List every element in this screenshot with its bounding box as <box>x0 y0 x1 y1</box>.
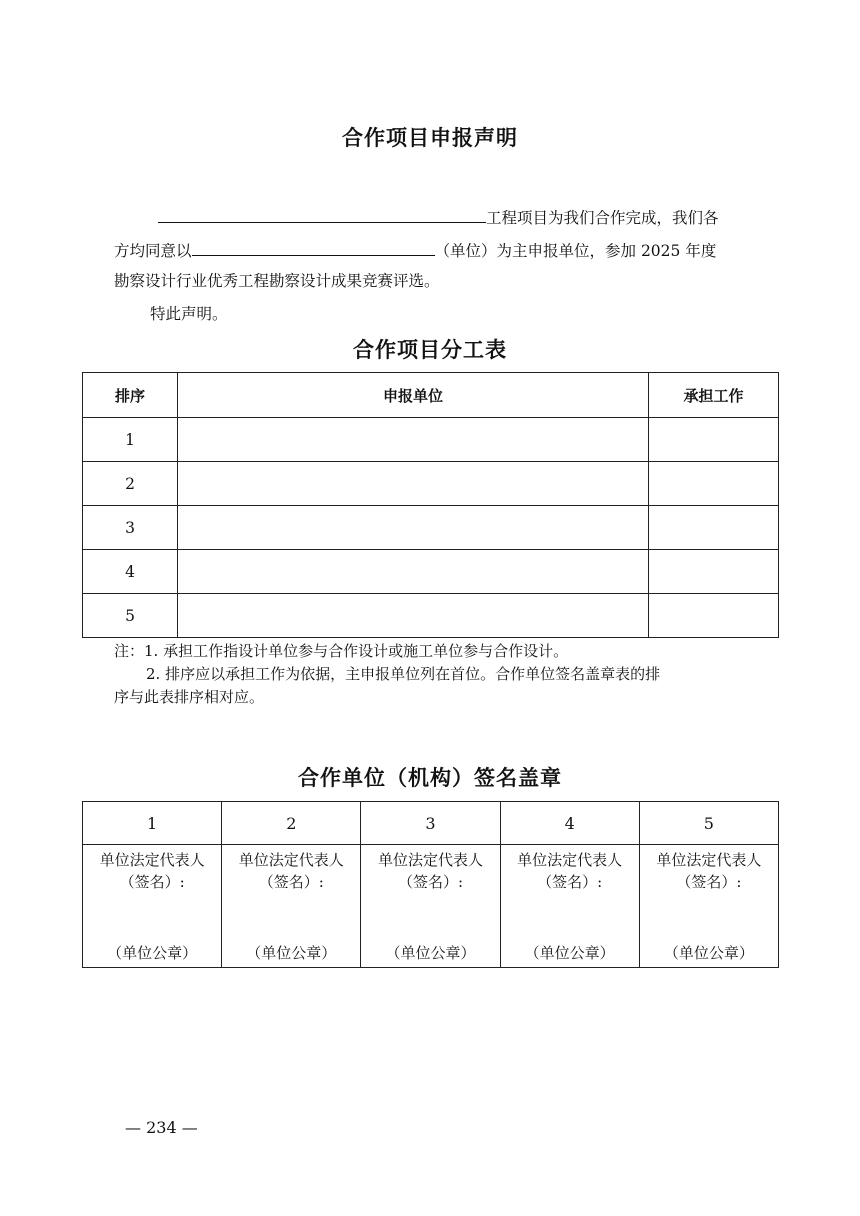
signature-cell[interactable] <box>83 845 222 968</box>
signature-col-number: 4 <box>500 802 639 845</box>
rep-label: 单位法定代表人 <box>377 851 483 869</box>
row-work-cell[interactable] <box>649 462 779 506</box>
seal-label: （单位公章） <box>385 944 476 962</box>
signature-cell[interactable] <box>639 845 778 968</box>
rep-label: 单位法定代表人 <box>238 851 344 869</box>
sign-label: （签名）: <box>119 873 185 891</box>
table-row <box>83 594 779 638</box>
declaration-line-2-lead: 方均同意以 <box>114 242 192 260</box>
division-title: 合作项目分工表 <box>353 338 507 362</box>
row-unit-cell[interactable] <box>178 462 649 506</box>
seal-label: （单位公章） <box>107 944 198 962</box>
signature-col-number: 1 <box>83 802 222 845</box>
header-work: 承担工作 <box>649 373 779 418</box>
row-work-cell[interactable] <box>649 506 779 550</box>
declaration-line-3: 勘察设计行业优秀工程勘察设计成果竞赛评选。 <box>114 272 440 290</box>
row-order: 3 <box>83 506 178 550</box>
sign-label: （签名）: <box>258 873 324 891</box>
table-row <box>83 462 779 506</box>
sign-label: （签名）: <box>676 873 742 891</box>
declaration-line-1 <box>158 206 719 229</box>
division-header-row <box>83 373 779 418</box>
declaration-line-2-text: （单位）为主申报单位，参加 2025 年度 <box>434 242 717 260</box>
rep-label: 单位法定代表人 <box>99 851 205 869</box>
signature-cell[interactable] <box>222 845 361 968</box>
note-2-line-1: 2. 排序应以承担工作为依据，主申报单位列在首位。合作单位签名盖章表的排 <box>146 665 661 683</box>
declaration-line-1-text: 工程项目为我们合作完成，我们各 <box>486 209 719 227</box>
declaration-line-2 <box>114 239 716 262</box>
seal-label: （单位公章） <box>663 944 754 962</box>
seal-label: （单位公章） <box>246 944 337 962</box>
signature-cell[interactable] <box>500 845 639 968</box>
note-2-line-2: 序与此表排序相对应。 <box>114 688 265 706</box>
table-row <box>83 506 779 550</box>
row-unit-cell[interactable] <box>178 418 649 462</box>
row-work-cell[interactable] <box>649 550 779 594</box>
row-work-cell[interactable] <box>649 418 779 462</box>
signature-cell-row <box>83 845 779 968</box>
rep-label: 单位法定代表人 <box>517 851 623 869</box>
row-order: 2 <box>83 462 178 506</box>
table-row <box>83 550 779 594</box>
rep-label: 单位法定代表人 <box>656 851 762 869</box>
division-table <box>82 372 779 638</box>
sign-label: （签名）: <box>537 873 603 891</box>
row-work-cell[interactable] <box>649 594 779 638</box>
row-unit-cell[interactable] <box>178 594 649 638</box>
declaration-title: 合作项目申报声明 <box>342 126 518 150</box>
row-unit-cell[interactable] <box>178 506 649 550</box>
signature-col-number: 5 <box>639 802 778 845</box>
main-unit-blank[interactable] <box>192 239 435 256</box>
signature-table <box>82 801 779 968</box>
signature-col-number: 3 <box>361 802 500 845</box>
project-name-blank[interactable] <box>158 206 486 223</box>
row-order: 5 <box>83 594 178 638</box>
note-1: 注：1. 承担工作指设计单位参与合作设计或施工单位参与合作设计。 <box>114 642 569 660</box>
header-order: 排序 <box>83 373 178 418</box>
signature-number-row <box>83 802 779 845</box>
row-unit-cell[interactable] <box>178 550 649 594</box>
declaration-line-4: 特此声明。 <box>150 305 228 323</box>
table-row <box>83 418 779 462</box>
sign-label: （签名）: <box>397 873 463 891</box>
page-number: — 234 — <box>125 1118 198 1137</box>
signature-title: 合作单位（机构）签名盖章 <box>298 766 562 790</box>
row-order: 4 <box>83 550 178 594</box>
header-unit: 申报单位 <box>178 373 649 418</box>
signature-cell[interactable] <box>361 845 500 968</box>
signature-col-number: 2 <box>222 802 361 845</box>
row-order: 1 <box>83 418 178 462</box>
seal-label: （单位公章） <box>524 944 615 962</box>
